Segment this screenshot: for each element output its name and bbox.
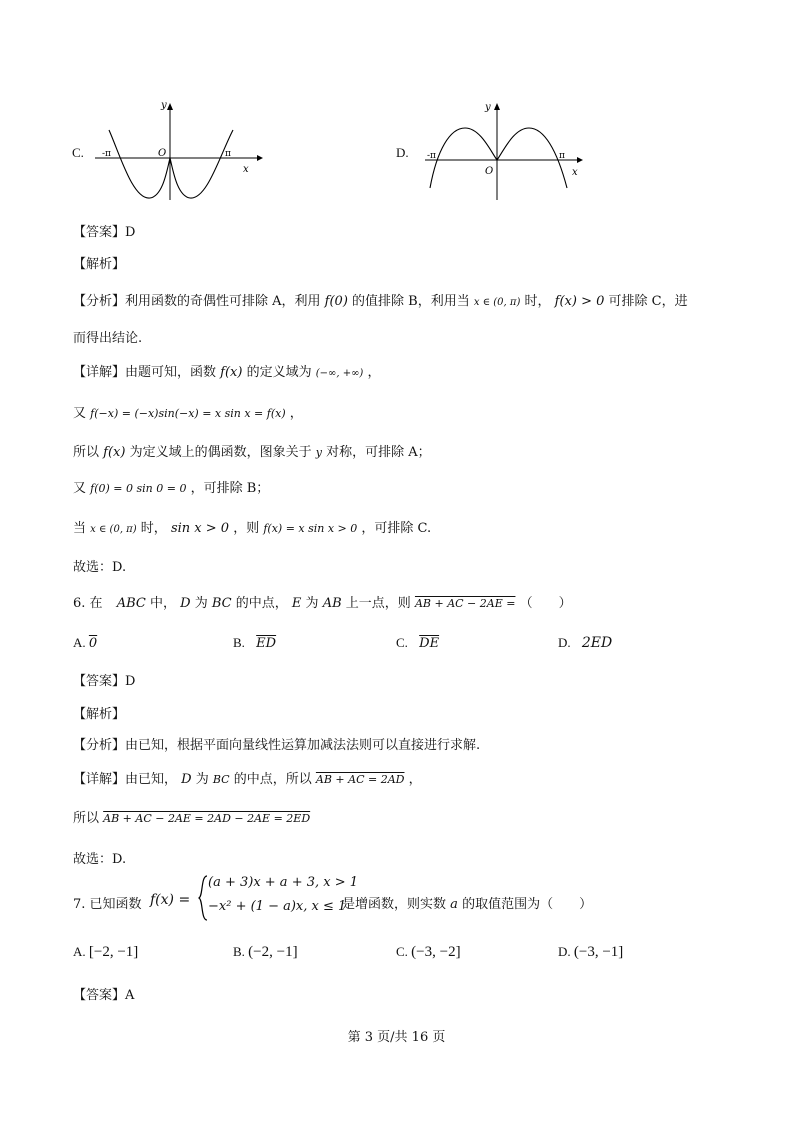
option-letter: A.: [73, 635, 86, 650]
x-label: x: [572, 167, 578, 178]
math: BC: [211, 596, 232, 611]
text: ，可排除 C.: [361, 521, 432, 536]
page-footer: 第 3 页/共 16 页: [347, 1030, 446, 1045]
option-letter: D.: [558, 635, 571, 650]
q6-line2: [73, 807, 310, 826]
text: 【分析】利用函数的奇偶性可排除 A，利用: [73, 294, 321, 309]
text: 的中点，所以: [233, 772, 312, 787]
origin-label: O: [485, 166, 494, 177]
text: 的中点，: [235, 596, 288, 611]
option-c-graph: [95, 100, 265, 205]
neg-pi-label: -π: [102, 149, 111, 159]
origin-label: O: [158, 148, 167, 159]
math: (−∞, +∞): [315, 368, 364, 379]
q5-line3: [73, 402, 303, 421]
math: ABC: [116, 596, 146, 611]
text: 当: [73, 521, 87, 536]
math: f(x): [220, 365, 243, 380]
curve-d: [430, 128, 567, 188]
q5-fenxi-line1: [73, 290, 688, 309]
q6-option-a[interactable]: [73, 635, 97, 651]
text: ，则: [233, 521, 260, 536]
q6-stem: [73, 592, 572, 611]
text: 所以: [73, 811, 100, 826]
math: f(0): [324, 294, 348, 309]
math: AB: [322, 596, 342, 611]
text: 为: [194, 596, 208, 611]
option-letter: B.: [233, 944, 245, 959]
q5-answer: 【答案】D: [73, 225, 136, 240]
curve-c: [109, 130, 233, 198]
y-axis-arrow: [494, 103, 500, 110]
y-axis-arrow: [167, 103, 173, 110]
q7-stem-rest: [342, 893, 592, 912]
text: 【详解】由题可知，函数: [73, 365, 217, 380]
q7-case2: −x² + (1 − a)x, x ≤ 1: [208, 899, 347, 914]
math: f(x) > 0: [554, 294, 605, 309]
math: f(−x) = (−x)sin(−x) = x sin x = f(x): [90, 407, 286, 420]
q7-fx: f(x) =: [150, 892, 191, 908]
q6-answer: 【答案】D: [73, 674, 136, 689]
math: x ∈ (0, π): [473, 297, 521, 308]
y-label: y: [161, 100, 167, 111]
option-letter: A.: [73, 944, 86, 959]
option-value: 2ED: [581, 635, 613, 651]
text: ，: [289, 406, 303, 421]
math-vector: AB + AC = 2AD: [315, 773, 405, 786]
y-label: y: [485, 102, 491, 113]
option-letter: B.: [233, 635, 245, 650]
math: E: [291, 596, 302, 611]
text: 6. 在: [73, 596, 103, 611]
math-vector: AB + AC − 2AE = 2AD − 2AE = 2ED: [103, 812, 311, 825]
text: 上一点，则: [345, 596, 411, 611]
text: 对称，可排除 A；: [326, 445, 431, 460]
text: 又: [73, 406, 87, 421]
pi-label: π: [559, 151, 565, 161]
option-value: (−2, −1]: [248, 944, 298, 960]
q6-jiexi: 【解析】: [73, 707, 126, 722]
text: 【详解】由已知，: [73, 772, 178, 787]
text: 是增函数，则实数: [342, 897, 447, 912]
q7-option-a[interactable]: [73, 944, 138, 961]
piecewise-brace: [198, 875, 208, 921]
option-letter: C.: [396, 635, 408, 650]
q6-option-c[interactable]: [396, 635, 439, 651]
text: 中，: [149, 596, 176, 611]
q5-fenxi-line2: 而得出结论.: [73, 331, 143, 346]
q6-option-b[interactable]: [233, 635, 276, 651]
x-axis-arrow: [577, 157, 583, 163]
q7-case1: (a + 3)x + a + 3, x > 1: [208, 875, 359, 890]
q5-jiexi: 【解析】: [73, 257, 126, 272]
q7-option-d[interactable]: [558, 944, 623, 961]
text: 的定义域为: [246, 365, 312, 380]
text: 的值排除 B，利用当: [352, 294, 470, 309]
math: y: [315, 446, 322, 459]
option-letter: D.: [558, 944, 571, 959]
pi-label: π: [225, 149, 231, 159]
math: sin x > 0: [170, 521, 230, 536]
text: 为定义域上的偶函数，图象关于: [129, 445, 312, 460]
text: ，: [408, 772, 422, 787]
q6-option-d[interactable]: [558, 635, 612, 651]
q5-xiangjie-line1: [73, 361, 380, 380]
q5-choose: 故选：D.: [73, 560, 127, 575]
option-d-graph: [425, 100, 595, 205]
math: f(x) = x sin x > 0: [263, 522, 358, 535]
option-value: 0: [88, 636, 98, 651]
option-c-label: C.: [72, 145, 84, 160]
q6-xiangjie: [73, 768, 422, 787]
math-vector: AB + AC − 2AE =: [414, 597, 516, 610]
q7-stem-a: 7. 已知函数: [73, 897, 142, 912]
text: 时，: [140, 521, 167, 536]
q6-choose: 故选：D.: [73, 852, 127, 867]
text: ，可排除 B；: [190, 481, 270, 496]
q7-option-b[interactable]: [233, 944, 298, 961]
math: a: [450, 897, 458, 912]
q5-line6: [73, 517, 431, 536]
option-value: (−3, −1]: [573, 944, 624, 960]
text: 时，: [524, 294, 551, 309]
text: 为: [305, 596, 319, 611]
math: D: [181, 772, 192, 787]
q6-fenxi: 【分析】由已知，根据平面向量线性运算加减法法则可以直接进行求解.: [73, 738, 481, 753]
text: 的取值范围为（ ）: [462, 897, 593, 912]
option-value: $\overline{DE}$: [419, 636, 440, 651]
q5-line4: [73, 441, 431, 460]
x-axis-arrow: [257, 155, 263, 161]
option-d-label: D.: [396, 145, 409, 160]
option-value: (−3, −2]: [411, 944, 461, 960]
q7-option-c[interactable]: [396, 944, 461, 961]
math: x ∈ (0, π): [90, 524, 137, 535]
text: 为: [195, 772, 209, 787]
x-label: x: [243, 164, 249, 175]
option-value: $\overline{ED}$: [256, 636, 277, 651]
math: D: [180, 596, 191, 611]
option-letter: C.: [396, 944, 408, 959]
neg-pi-label: -π: [427, 151, 436, 161]
text: 所以: [73, 445, 100, 460]
text: 又: [73, 481, 87, 496]
q7-answer: 【答案】A: [73, 988, 135, 1003]
math: f(x): [103, 445, 126, 460]
text: 可排除 C，进: [608, 294, 688, 309]
text: （ ）: [519, 596, 572, 611]
math: f(0) = 0 sin 0 = 0: [90, 482, 187, 495]
q5-line5: [73, 477, 269, 496]
text: ，: [367, 365, 381, 380]
math: BC: [212, 773, 230, 786]
option-value: [−2, −1]: [88, 944, 139, 960]
